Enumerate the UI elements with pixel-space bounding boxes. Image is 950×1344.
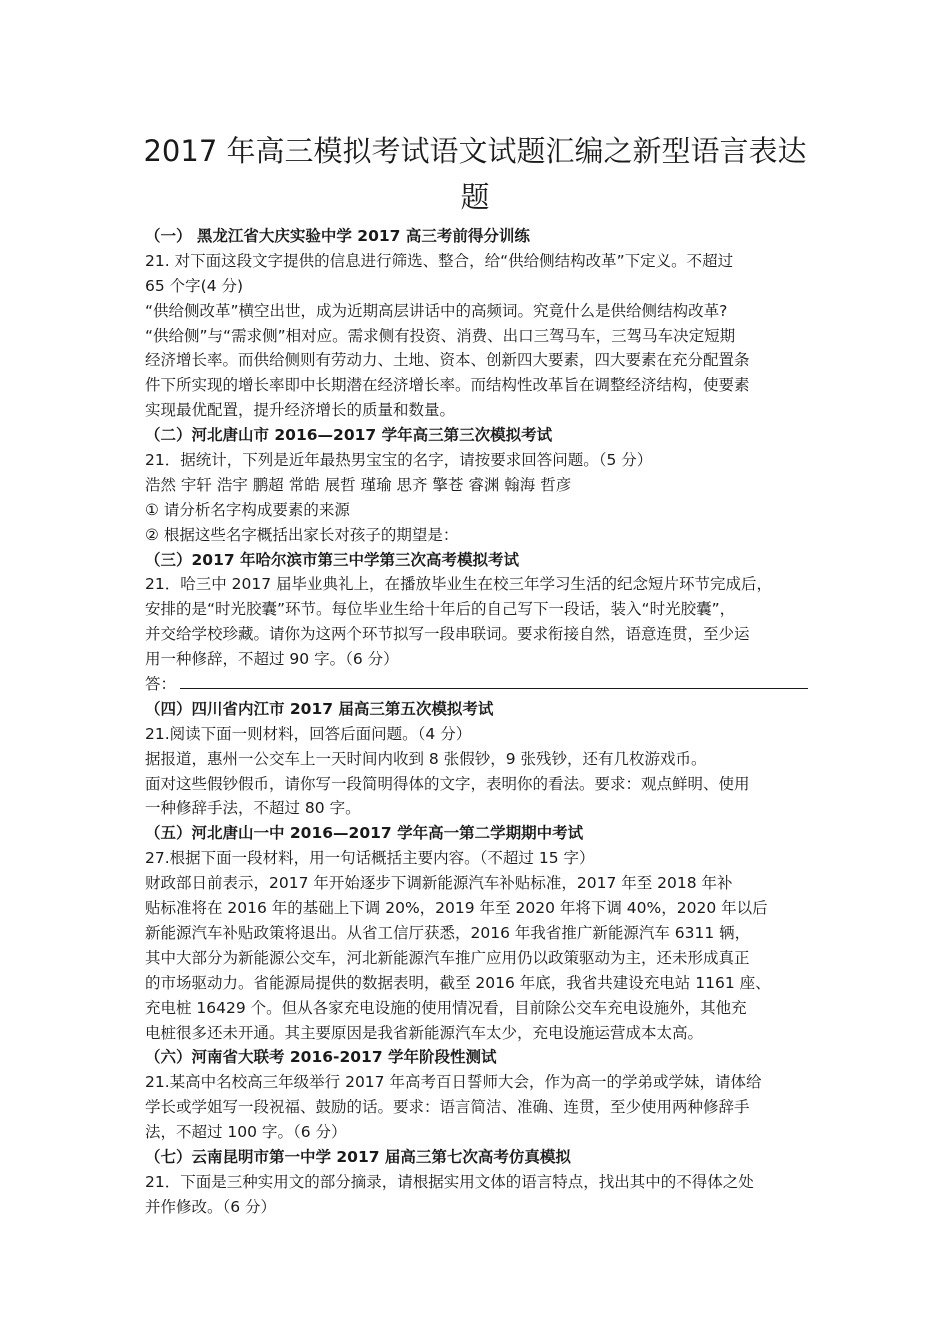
text-line [145,672,810,697]
section-heading [145,423,810,448]
text-line [145,747,810,772]
text-line [145,398,810,423]
text-line [145,871,810,896]
text-line [145,1021,810,1046]
text-line [145,274,810,299]
text-line [145,896,810,921]
line-text: 21．据统计，下列是近年最热男宝宝的名字，请按要求回答问题。（5 分） [145,451,653,470]
document-body [145,224,810,1220]
line-text: （二）河北唐山市 2016—2017 学年高三第三次模拟考试 [145,426,553,445]
line-text: 经济增长率。而供给侧则有劳动力、土地、资本、创新四大要素，四大要素在充分配置条 [145,351,750,370]
line-text: 新能源汽车补贴政策将退出。从省工信厅获悉，2016 年我省推广新能源汽车 6311 辆， [145,923,751,942]
text-line [145,473,810,498]
line-text: 实现最优配置，提升经济增长的质量和数量。 [145,401,456,420]
section-heading [145,1045,810,1070]
line-text: 面对这些假钞假币，请你写一段简明得体的文字，表明你的看法。要求：观点鲜明、使用 [145,774,750,793]
text-line [145,249,810,274]
line-text: 并交给学校珍藏。请你为这两个环节拟写一段串联词。要求衔接自然，语意连贯，至少运 [145,625,750,644]
line-text: （一） 黑龙江省大庆实验中学 2017 高三考前得分训练 [145,227,530,245]
section-heading [145,821,810,846]
line-text: 贴标准将在 2016 年的基础上下调 20%，2019 年至 2020 年将下调 40%，2020 年以后 [145,899,768,918]
line-text: 用一种修辞，不超过 90 字。（6 分） [145,650,399,669]
line-text: 21.阅读下面一则材料，回答后面问题。（4 分） [145,724,472,743]
line-text: 浩然 宇轩 浩宇 鹏超 常皓 展哲 瑾瑜 思齐 擎苍 睿渊 翰海 哲彦 [145,475,572,494]
text-line [145,996,810,1021]
answer-blank-line[interactable] [180,672,808,689]
text-line [145,647,810,672]
line-text: 21．下面是三种实用文的部分摘录，请根据实用文体的语言特点，找出其中的不得体之处 [145,1172,754,1191]
text-line [145,622,810,647]
line-text: （三）2017 年哈尔滨市第三中学第三次高考模拟考试 [145,550,520,569]
line-text: 充电桩 16429 个。但从各家充电设施的使用情况看，目前除公交车充电设施外，其他充 [145,998,747,1017]
line-text: （五）河北唐山一中 2016—2017 学年高一第二学期期中考试 [145,824,584,843]
line-text: 件下所实现的增长率即中长期潜在经济增长率。而结构性改革旨在调整经济结构，使要素 [145,376,750,395]
text-line [145,1095,810,1120]
text-line [145,498,810,523]
line-text: 27.根据下面一段材料，用一句话概括主要内容。（不超过 15 字） [145,849,595,868]
text-line [145,722,810,747]
text-line [145,324,810,349]
text-line [145,1195,810,1220]
line-text: （四）四川省内江市 2017 届高三第五次模拟考试 [145,699,494,718]
line-text: ② 根据这些名字概括出家长对孩子的期望是： [145,525,459,544]
text-line [145,523,810,548]
text-line [145,348,810,373]
section-heading [145,548,810,573]
text-line [145,597,810,622]
line-text: 并作修改。（6 分） [145,1197,277,1216]
line-text: “供给侧”与“需求侧”相对应。需求侧有投资、消费、出口三驾马车，三驾马车决定短期 [145,326,736,345]
text-line [145,846,810,871]
line-text: 其中大部分为新能源公交车，河北新能源汽车推广应用仍以政策驱动为主，还未形成真正 [145,948,750,967]
text-line [145,1070,810,1095]
section-heading [145,697,810,722]
text-line [145,772,810,797]
line-text: 电桩很多还未开通。其主要原因是我省新能源汽车太少，充电设施运营成本太高。 [145,1023,704,1042]
line-text: 21．哈三中 2017 届毕业典礼上，在播放毕业生在校三年学习生活的纪念短片环节完成后， [145,575,773,594]
line-text: 21.某高中名校高三年级举行 2017 年高考百日誓师大会，作为高一的学弟或学妹，请体给 [145,1073,762,1092]
text-line [145,1170,810,1195]
text-line [145,1120,810,1145]
line-text: 一种修辞手法，不超过 80 字。 [145,799,361,818]
text-line [145,448,810,473]
text-line [145,921,810,946]
line-text: 安排的是“时光胶囊”环节。每位毕业生给十年后的自己写下一段话，装入“时光胶囊”， [145,600,736,619]
text-line [145,373,810,398]
line-text: 答： [145,675,177,694]
line-text: （七）云南昆明市第一中学 2017 届高三第七次高考仿真模拟 [145,1147,571,1166]
text-line [145,971,810,996]
title-line-1: 2017 年高三模拟考试语文试题汇编之新型语言表达 [143,134,807,168]
section-heading [145,1145,810,1170]
text-line [145,299,810,324]
line-text: 学长或学姐写一段祝福、鼓励的话。要求：语言简洁、准确、连贯，至少使用两种修辞手 [145,1098,750,1117]
line-text: （六）河南省大联考 2016-2017 学年阶段性测试 [145,1048,497,1067]
text-line [145,796,810,821]
line-text: 法，不超过 100 字。（6 分） [145,1123,347,1142]
line-text: 65 个字(4 分) [145,276,244,295]
line-text: ① 请分析名字构成要素的来源 [145,500,350,519]
line-text: “供给侧改革”横空出世，成为近期高层讲话中的高频词。究竟什么是供给侧结构改革? [145,301,728,320]
line-text: 的市场驱动力。省能源局提供的数据表明，截至 2016 年底，我省共建设充电站 1161 座、 [145,973,771,992]
title-line-2: 题 [460,180,490,214]
line-text: 21. 对下面这段文字提供的信息进行筛选、整合，给“供给侧结构改革”下定义。不超过 [145,251,734,270]
document-title [140,128,810,220]
line-text: 据报道，惠州一公交车上一天时间内收到 8 张假钞，9 张残钞，还有几枚游戏币。 [145,749,707,768]
text-line [145,946,810,971]
line-text: 财政部日前表示，2017 年开始逐步下调新能源汽车补贴标准，2017 年至 2018 年补 [145,874,733,893]
text-line [145,572,810,597]
section-heading [145,224,810,249]
